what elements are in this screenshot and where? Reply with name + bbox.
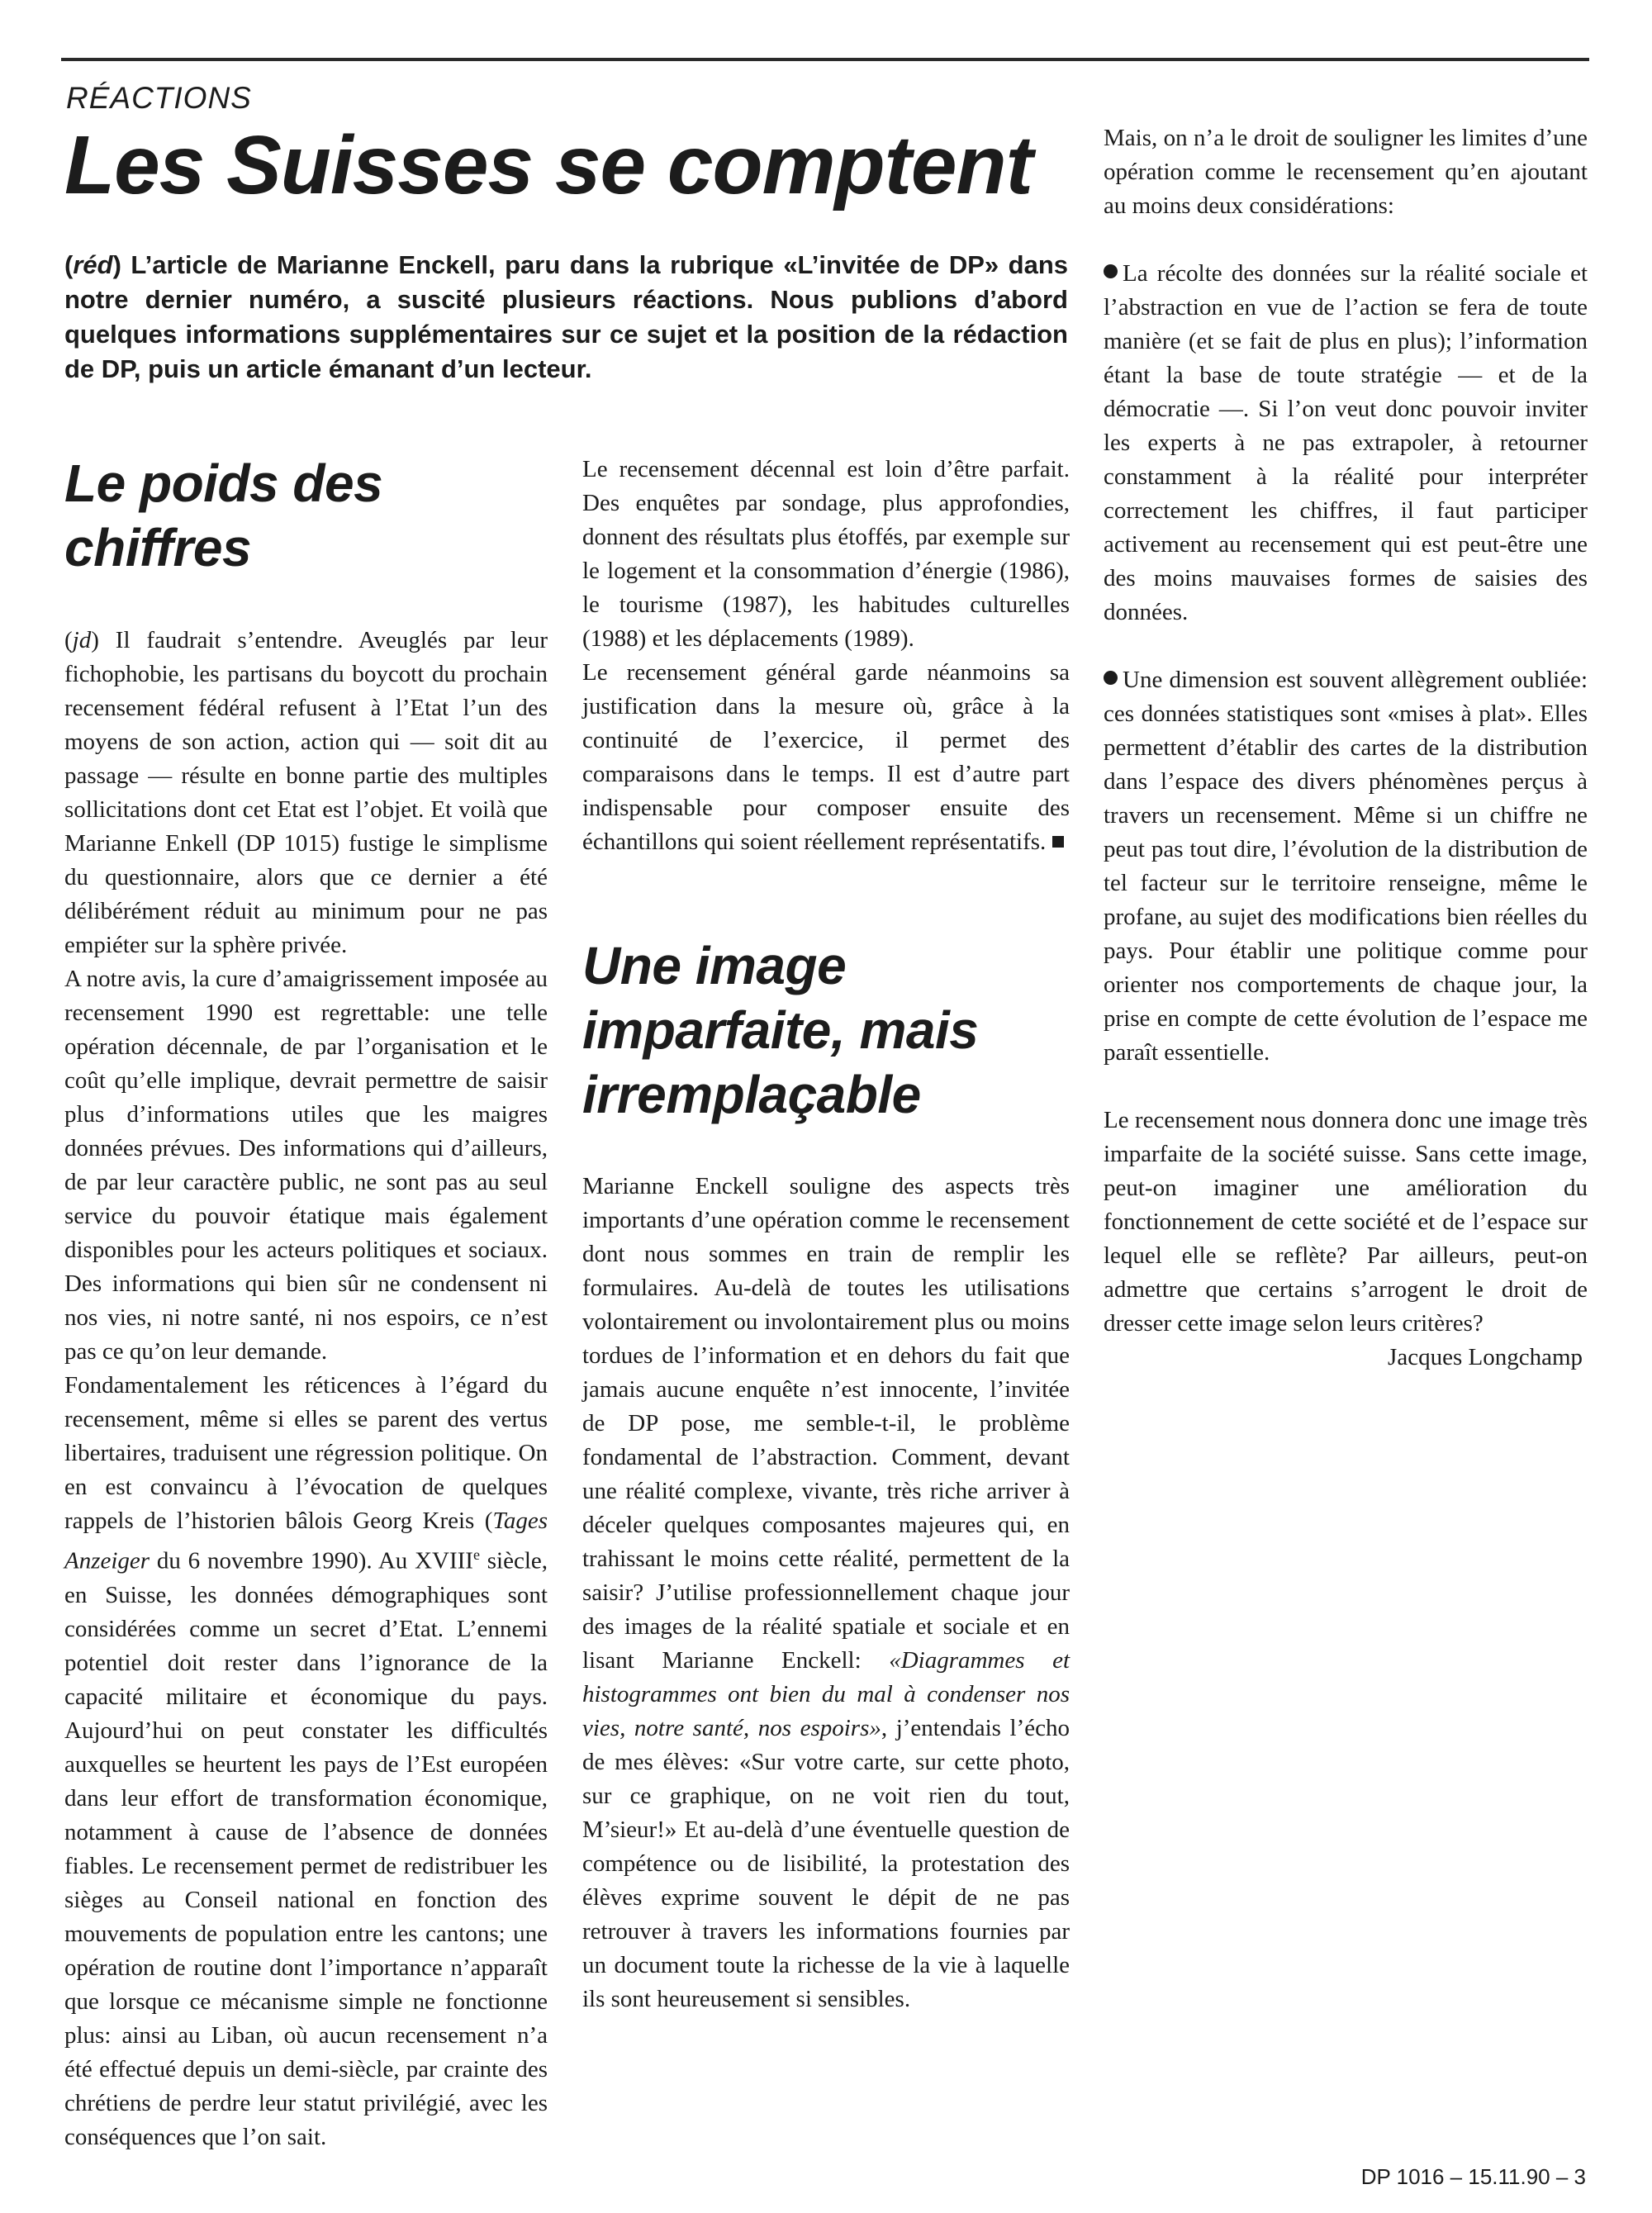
article2-bullet-2 <box>1104 663 1588 1070</box>
article2-paragraph-1 <box>582 1170 1070 2016</box>
article1-paragraph-1: (jd) Il faudrait s’entendre. Aveuglés par leur fichophobie, les partisans du boycott du prochain recensement fédéral refusent à l’Etat l’un des moyens de son action, action qui — soit dit au passage — résulte en bonne partie des multiples sollicitations dont cet Etat est l’objet. Et voilà que Marianne Enkell (DP 1015) fustige le simplisme du questionnaire, alors que ce dernier a été délibérément réduit au minimum pour ne pas empiéter sur la sphère privée. <box>64 627 548 958</box>
article1-paragraph-4: Le recensement décennal est loin d’être parfait. Des enquêtes par sondage, plus approfondies, donnent des résultats plus étoffés, par exemple sur le logement et la consommation d’énergie (1986), le tourisme (1987), les habitudes culturelles (1988) et les déplacements (1989). <box>582 456 1070 652</box>
bullet-icon <box>1104 671 1118 685</box>
article1-source: Tages Anzeiger <box>64 1508 548 1574</box>
article1-century: XVIII <box>415 1547 473 1574</box>
page-folio: DP 1016 – 15.11.90 – 3 <box>1360 2164 1586 2189</box>
article1-p1-text: Il faudrait s’entendre. Aveuglés par leur fichophobie, les partisans du boycott du prochain recensement fédéral refusent à l’Etat l’un des moyens de son action, action qui — soit dit au passage — résulte en bonne partie des multiples sollicitations dont cet Etat est l’objet. Et voilà que Marianne Enkell (DP 1015) fustige le simplisme du questionnaire, alors que ce dernier a été délibérément réduit au minimum pour ne pas empiéter sur la sphère privée. <box>64 627 548 958</box>
top-rule <box>61 58 1589 61</box>
article1-century-sup: e <box>472 1546 480 1563</box>
page-headline: Les Suisses se comptent <box>64 119 1032 211</box>
article2-p1-text-b: , j’entendais l’écho de mes élèves: «Sur votre carte, sur cette photo, sur ce graphique, on ne voit rien du tout, M’sieur!» Et au-delà d’une éventuelle question de compétence ou de lisibilité, la protestation des élèves exprime souvent le dépit de ne pas retrouver à travers les informations fournies par un document toute la richesse de la vie à laquelle ils sont heureusement si sensibles. <box>582 1715 1070 2012</box>
article2-bullet-1-text: La récolte des données sur la réalité sociale et l’abstraction en vue de l’action se fera de toute manière (et se fait de plus en plus); l’information étant la base de toute stratégie — et de la démocratie —. Si l’on veut donc pouvoir inviter les experts à ne pas extrapoler, à retourner constamment à la réalité pour interpréter correctement les chiffres, il faut participer activement au recensement qui est peut-être une des moins mauvaises formes de saisies des données. <box>1104 260 1588 625</box>
article2-paragraph-3: Le recensement nous donnera donc une image très imparfaite de la société suisse. Sans cette image, peut-on imaginer une amélioration du fonctionnement de cette société et de l’espace sur lequel elle se reflète? Par ailleurs, peut-on admettre que certains s’arrogent le droit de dresser cette image selon leurs critères? <box>1104 1107 1588 1337</box>
bullet-icon <box>1104 264 1118 278</box>
article1-p5-text: Le recensement général garde néanmoins sa justification dans la mesure où, grâce à la continuité de l’exercice, il permet des comparaisons dans le temps. Il est d’autre part indispensable pour composer ensuite des échantillons qui soient réellement représentatifs. <box>582 659 1070 855</box>
section-kicker: RÉACTIONS <box>66 81 252 115</box>
article1-paragraph-2: A notre avis, la cure d’amaigrissement imposée au recensement 1990 est regrettable: une telle opération décennale, de par l’organisation et le coût qu’elle implique, devrait permettre de saisir plus d’informations utiles que les maigres données prévues. Des informations qui d’ailleurs, de par leur caractère public, ne sont pas au seul service du pouvoir étatique mais également disponibles pour les acteurs politiques et sociaux. Des informations qui bien sûr ne condensent ni nos vies, ni notre santé, ni nos espoirs, ce n’est pas ce qu’on leur demande. <box>64 966 548 1365</box>
article1-p3-text-a: Fondamentalement les réticences à l’égard du recensement, même si elles se parent des vertus libertaires, traduisent une régression politique. On en est convaincu à l’évocation de quelques rappels de l’historien bâlois Georg Kreis ( <box>64 1372 548 1534</box>
end-mark <box>1052 836 1064 848</box>
article1-paragraph-3 <box>64 1369 548 2154</box>
column-2 <box>582 453 1070 2016</box>
lead-text: L’article de Marianne Enckell, paru dans la rubrique «L’invitée de DP» dans notre dernier numéro, a suscité plusieurs réactions. Nous publions d’abord quelques informations supplémentaires sur ce sujet et la position de la rédaction de DP, puis un article émanant d’un lecteur. <box>64 250 1068 383</box>
article2-quote: «Diagrammes et histogrammes ont bien du mal à condenser nos vies, notre santé, nos espoirs» <box>582 1647 1070 1741</box>
lead-tag: réd <box>73 250 113 279</box>
article2-p1-text-a: Marianne Enckell souligne des aspects très importants d’une opération comme le recensement dont nous sommes en train de remplir les formulaires. Au-delà de toutes les utilisations volontairement ou involontairement plus ou moins tordues de l’information et en dehors du fait que jamais aucune enquête n’est innocente, l’invitée de DP pose, me semble-t-il, le problème fondamental de l’abstraction. Comment, devant une réalité complexe, vivante, très riche arriver à déceler quelques composantes majeures qui, en trahissant le moins cette réalité, permettent de la saisir? J’utilise professionnellement chaque jour des images de la réalité spatiale et sociale et en lisant Marianne Enckell: <box>582 1173 1070 1674</box>
article2-bullet-2-text: Une dimension est souvent allègrement oubliée: ces données statistiques sont «mises à plat». Elles permettent d’établir des cartes de la distribution dans l’espace des divers phénomènes perçus à travers un recensement. Même si un chiffre ne peut pas tout dire, l’évolution de la distribution de tel facteur sur le territoire renseigne, même le profane, au sujet des modifications bien réelles du pays. Pour établir une politique comme pour orienter nos comportements de chaque jour, la prise en compte de cette évolution de l’espace me paraît essentielle. <box>1104 667 1588 1066</box>
article1-p3-text-c: siècle, en Suisse, les données démographiques sont considérées comme un secret d’Etat. L’ennemi potentiel doit rester dans l’ignorance de la capacité militaire et économique du pays. Aujourd’hui on peut constater les difficultés auxquelles se heurtent les pays de l’Est européen dans leur effort de transformation économique, notamment à cause de l’absence de données fiables. Le recensement permet de redistribuer les sièges au Conseil national en fonction des mouvements de population entre les cantons; une opération de routine dont l’importance n’apparaît que lorsque ce mécanisme simple ne fonctionne plus: ainsi au Liban, où aucun recensement n’a été effectué depuis un demi-siècle, par crainte des chrétiens de perdre leur statut privilégié, avec les conséquences que l’on sait. <box>64 1547 548 2150</box>
author-signature: Jacques Longchamp <box>1388 1344 1583 1370</box>
article1-paragraph-5 <box>582 656 1070 859</box>
article1-title: Le poids des chiffres <box>64 454 383 577</box>
article1-author-tag: jd <box>72 627 92 653</box>
column-1 <box>64 451 548 2154</box>
article2-paragraph-2: Mais, on n’a le droit de souligner les limites d’une opération comme le recensement qu’en ajoutant au moins deux considérations: <box>1104 125 1588 219</box>
article1-p3-text-b: du 6 novembre 1990). Au <box>150 1547 415 1574</box>
column-3 <box>1104 88 1588 1375</box>
article2-title: Une image imparfaite, mais irremplaçable <box>582 936 979 1124</box>
lead-paragraph: (réd) L’article de Marianne Enckell, paru dans la rubrique «L’invitée de DP» dans notre dernier numéro, a suscité plusieurs réactions. Nous publions d’abord quelques informations supplémentaires sur ce sujet et la position de la rédaction de DP, puis un article émanant d’un lecteur. <box>64 250 1068 383</box>
article2-bullet-1 <box>1104 257 1588 629</box>
